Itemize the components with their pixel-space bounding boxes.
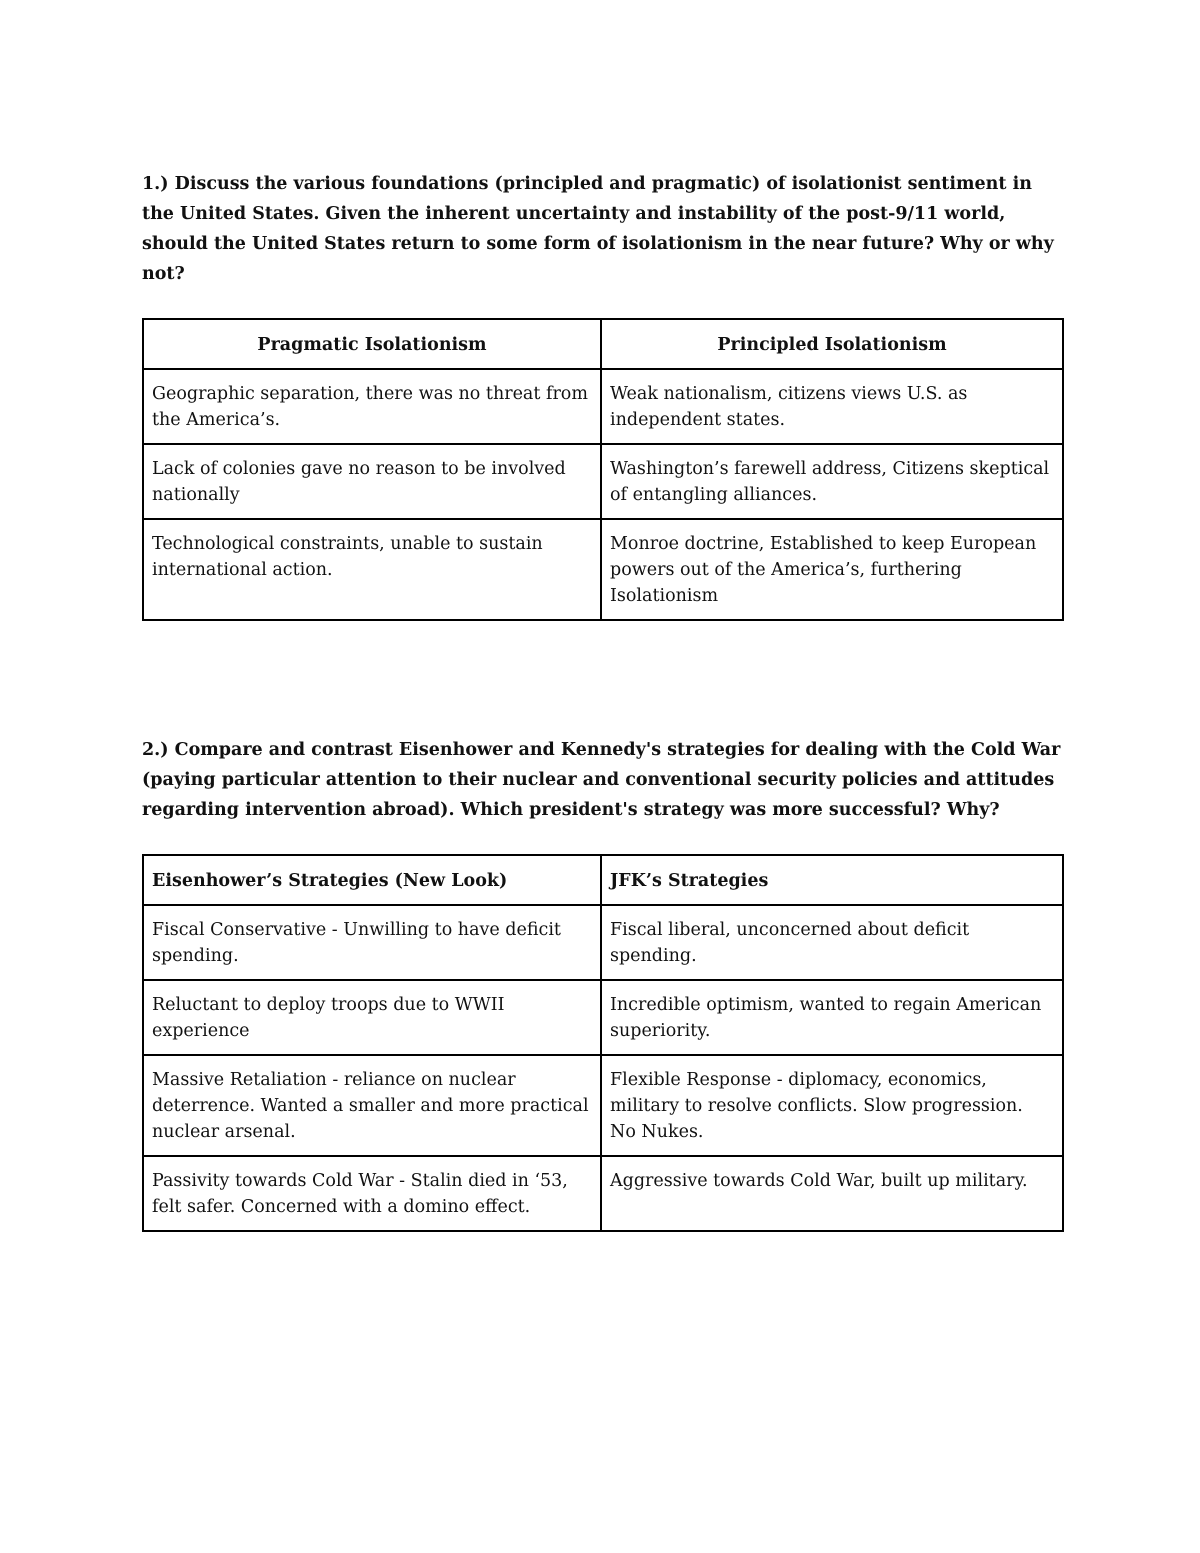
table-cell: Massive Retaliation - reliance on nuclear deterrence. Wanted a smaller and more practical nuclear arsenal. xyxy=(143,1055,601,1156)
table-row xyxy=(143,369,1063,444)
header-pragmatic: Pragmatic Isolationism xyxy=(143,319,601,369)
table-cell: Fiscal liberal, unconcerned about deficit spending. xyxy=(601,905,1063,980)
question-1: 1.) Discuss the various foundations (principled and pragmatic) of isolationist sentiment in the United States. Given the inherent uncertainty and instability of the post-9/11 world, should the United States return to some form of isolationism in the near future? Why or why not? xyxy=(142,174,1054,284)
table-row xyxy=(143,1156,1063,1231)
table-cell: Weak nationalism, citizens views U.S. as independent states. xyxy=(601,369,1063,444)
strategies-table xyxy=(142,854,1064,1232)
header-principled: Principled Isolationism xyxy=(601,319,1063,369)
table-cell: Flexible Response - diplomacy, economics, military to resolve conflicts. Slow progression. No Nukes. xyxy=(601,1055,1063,1156)
question-2: 2.) Compare and contrast Eisenhower and Kennedy's strategies for dealing with the Cold War (paying particular attention to their nuclear and conventional security policies and attitudes regarding intervention abroad). Which president's strategy was more successful? Why? xyxy=(142,740,1061,820)
isolationism-table xyxy=(142,318,1064,621)
table-cell: Passivity towards Cold War - Stalin died in ‘53, felt safer. Concerned with a domino effect. xyxy=(143,1156,601,1231)
table-row xyxy=(143,905,1063,980)
table-row xyxy=(143,444,1063,519)
table-cell: Incredible optimism, wanted to regain American superiority. xyxy=(601,980,1063,1055)
table-header-row xyxy=(143,855,1063,905)
table-cell: Washington’s farewell address, Citizens skeptical of entangling alliances. xyxy=(601,444,1063,519)
table-cell: Fiscal Conservative - Unwilling to have deficit spending. xyxy=(143,905,601,980)
table-row xyxy=(143,980,1063,1055)
table-header-row xyxy=(143,319,1063,369)
table-cell: Lack of colonies gave no reason to be involved nationally xyxy=(143,444,601,519)
table-cell: Reluctant to deploy troops due to WWII experience xyxy=(143,980,601,1055)
header-jfk: JFK’s Strategies xyxy=(601,855,1063,905)
table-row xyxy=(143,519,1063,620)
table-row xyxy=(143,1055,1063,1156)
table-cell: Aggressive towards Cold War, built up military. xyxy=(601,1156,1063,1231)
table-cell: Geographic separation, there was no threat from the America’s. xyxy=(143,369,601,444)
header-eisenhower: Eisenhower’s Strategies (New Look) xyxy=(143,855,601,905)
table-cell: Technological constraints, unable to sustain international action. xyxy=(143,519,601,620)
table-cell: Monroe doctrine, Established to keep European powers out of the America’s, furthering Isolationism xyxy=(601,519,1063,620)
